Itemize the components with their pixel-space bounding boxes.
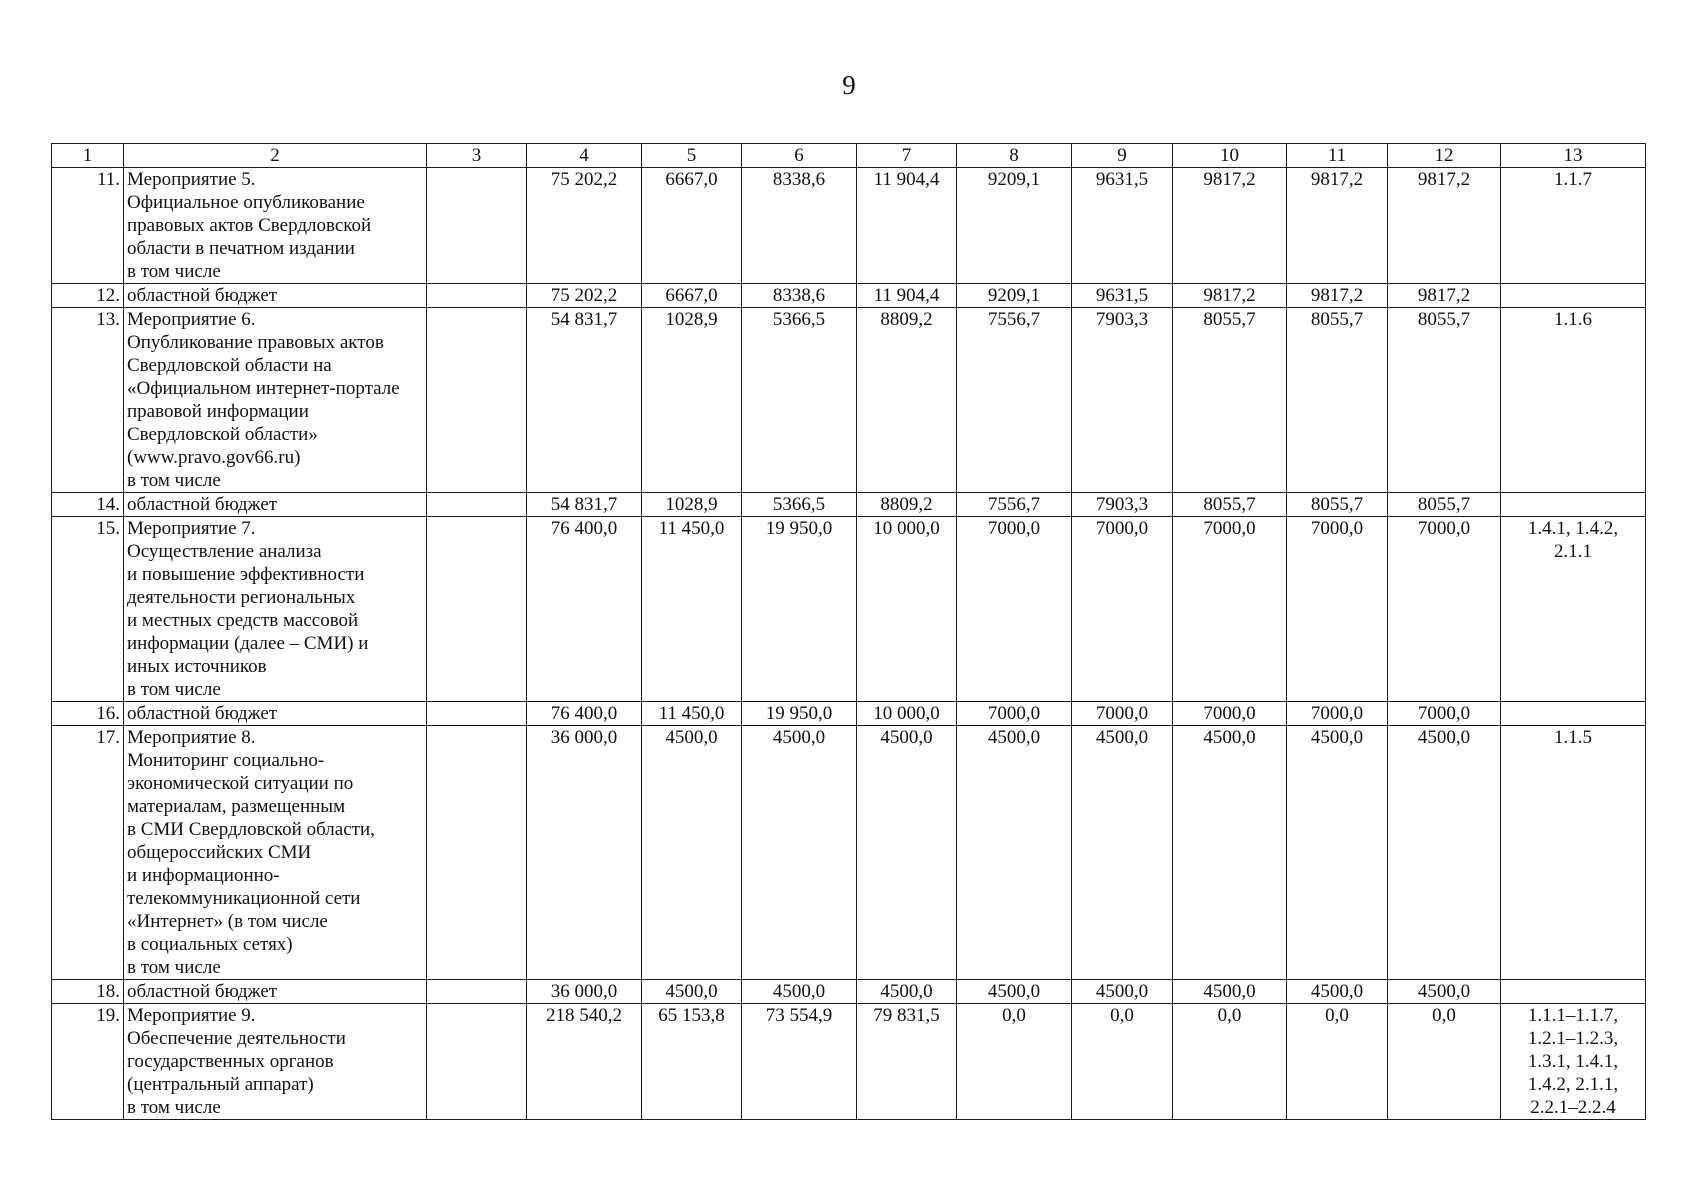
executor-cell (427, 284, 527, 308)
funding-value: 76 400,0 (527, 702, 642, 726)
activity-name-line: Обеспечение деятельности (127, 1028, 346, 1049)
activity-name-line: и информационно- (127, 865, 280, 886)
row-number: 12. (52, 284, 124, 308)
funding-value: 9817,2 (1287, 168, 1388, 284)
funding-value: 6667,0 (642, 284, 742, 308)
column-header: 12 (1388, 144, 1501, 168)
target-indicator-line: 1.4.1, 1.4.2, (1527, 518, 1619, 539)
column-header: 13 (1501, 144, 1646, 168)
funding-value: 7000,0 (1388, 702, 1501, 726)
target-indicator-ref (1501, 702, 1646, 726)
column-header: 9 (1072, 144, 1173, 168)
funding-value: 7000,0 (957, 702, 1072, 726)
funding-value: 4500,0 (742, 980, 857, 1004)
program-table (51, 143, 1646, 1120)
column-header: 6 (742, 144, 857, 168)
funding-value: 0,0 (1287, 1004, 1388, 1120)
funding-value: 8055,7 (1388, 493, 1501, 517)
activity-name-line: экономической ситуации по (127, 773, 354, 794)
funding-value: 54 831,7 (527, 493, 642, 517)
funding-value: 7903,3 (1072, 308, 1173, 493)
activity-name-line: Мероприятие 8. (127, 727, 256, 748)
funding-value: 36 000,0 (527, 726, 642, 980)
funding-value: 54 831,7 (527, 308, 642, 493)
target-indicator-ref (1501, 517, 1646, 702)
activity-name-line: в том числе (127, 1097, 221, 1118)
funding-value: 4500,0 (642, 980, 742, 1004)
activity-name-line: правовой информации (127, 401, 309, 422)
funding-value: 10 000,0 (857, 702, 957, 726)
activity-name-line: в том числе (127, 957, 221, 978)
target-indicator-ref (1501, 1004, 1646, 1120)
funding-value: 73 554,9 (742, 1004, 857, 1120)
column-header: 11 (1287, 144, 1388, 168)
row-number: 17. (52, 726, 124, 980)
funding-value: 0,0 (957, 1004, 1072, 1120)
activity-name-line: (www.pravo.gov66.ru) (127, 447, 301, 468)
row-number: 15. (52, 517, 124, 702)
row-number: 13. (52, 308, 124, 493)
target-indicator-line: 1.3.1, 1.4.1, (1527, 1051, 1619, 1072)
funding-value: 0,0 (1072, 1004, 1173, 1120)
funding-value: 7000,0 (1072, 517, 1173, 702)
funding-value: 9631,5 (1072, 284, 1173, 308)
activity-name-line: информации (далее – СМИ) и (127, 633, 369, 654)
funding-value: 10 000,0 (857, 517, 957, 702)
funding-value: 4500,0 (1388, 980, 1501, 1004)
funding-value: 4500,0 (1287, 726, 1388, 980)
activity-name-line: и повышение эффективности (127, 564, 365, 585)
funding-value: 4500,0 (857, 726, 957, 980)
target-indicator-ref (1501, 284, 1646, 308)
activity-name (124, 168, 427, 284)
funding-value: 9817,2 (1287, 284, 1388, 308)
funding-value: 19 950,0 (742, 517, 857, 702)
activity-name-line: телекоммуникационной сети (127, 888, 361, 909)
activity-name (124, 284, 427, 308)
funding-value: 11 904,4 (857, 284, 957, 308)
executor-cell (427, 493, 527, 517)
row-number: 14. (52, 493, 124, 517)
funding-value: 4500,0 (1173, 726, 1287, 980)
executor-cell (427, 517, 527, 702)
funding-value: 8809,2 (857, 493, 957, 517)
funding-value: 36 000,0 (527, 980, 642, 1004)
column-header: 8 (957, 144, 1072, 168)
funding-value: 4500,0 (857, 980, 957, 1004)
funding-value: 9817,2 (1173, 284, 1287, 308)
activity-name-line: государственных органов (127, 1051, 334, 1072)
activity-name-line: (центральный аппарат) (127, 1074, 314, 1095)
target-indicator-ref (1501, 493, 1646, 517)
activity-name-line: «Интернет» (в том числе (127, 911, 328, 932)
target-indicator-line: 2.1.1 (1554, 541, 1592, 562)
target-indicator-ref (1501, 168, 1646, 284)
column-header: 7 (857, 144, 957, 168)
activity-name-line: «Официальном интернет-портале (127, 378, 400, 399)
funding-value: 7000,0 (1287, 702, 1388, 726)
funding-value: 4500,0 (742, 726, 857, 980)
funding-value: 9817,2 (1388, 284, 1501, 308)
funding-value: 9817,2 (1388, 168, 1501, 284)
activity-name-line: области в печатном издании (127, 238, 355, 259)
table-row (52, 493, 1646, 517)
activity-name-line: Мероприятие 7. (127, 518, 256, 539)
target-indicator-line: 1.4.2, 2.1.1, (1527, 1074, 1619, 1095)
funding-value: 19 950,0 (742, 702, 857, 726)
table-row (52, 284, 1646, 308)
funding-value: 8055,7 (1173, 308, 1287, 493)
funding-value: 7000,0 (1287, 517, 1388, 702)
target-indicator-ref (1501, 980, 1646, 1004)
funding-value: 4500,0 (1388, 726, 1501, 980)
target-indicator-line: 1.2.1–1.2.3, (1527, 1028, 1619, 1049)
funding-value: 8338,6 (742, 284, 857, 308)
target-indicator-ref (1501, 726, 1646, 980)
row-number: 16. (52, 702, 124, 726)
target-indicator-line: 1.1.1–1.1.7, (1527, 1005, 1619, 1026)
activity-name-line: в том числе (127, 261, 221, 282)
funding-value: 8055,7 (1173, 493, 1287, 517)
funding-value: 11 450,0 (642, 702, 742, 726)
activity-name-line: Опубликование правовых актов (127, 332, 384, 353)
funding-value: 11 904,4 (857, 168, 957, 284)
funding-value: 4500,0 (1072, 726, 1173, 980)
funding-value: 6667,0 (642, 168, 742, 284)
activity-name-line: Осуществление анализа (127, 541, 322, 562)
funding-value: 7556,7 (957, 493, 1072, 517)
executor-cell (427, 1004, 527, 1120)
activity-name-line: деятельности региональных (127, 587, 356, 608)
funding-value: 5366,5 (742, 493, 857, 517)
column-header: 3 (427, 144, 527, 168)
target-indicator-line: 1.1.5 (1554, 727, 1592, 748)
funding-value: 9209,1 (957, 284, 1072, 308)
executor-cell (427, 980, 527, 1004)
funding-value: 9631,5 (1072, 168, 1173, 284)
activity-name-line: в том числе (127, 470, 221, 491)
funding-value: 4500,0 (957, 980, 1072, 1004)
activity-name-line: Мероприятие 5. (127, 169, 256, 190)
funding-value: 0,0 (1388, 1004, 1501, 1120)
funding-value: 8809,2 (857, 308, 957, 493)
activity-name-line: общероссийских СМИ (127, 842, 312, 863)
table-row (52, 726, 1646, 980)
funding-value: 4500,0 (1072, 980, 1173, 1004)
funding-value: 4500,0 (642, 726, 742, 980)
activity-name-line: и местных средств массовой (127, 610, 359, 631)
activity-name-line: областной бюджет (127, 494, 278, 515)
column-header: 4 (527, 144, 642, 168)
funding-value: 218 540,2 (527, 1004, 642, 1120)
activity-name (124, 702, 427, 726)
funding-value: 65 153,8 (642, 1004, 742, 1120)
activity-name-line: в том числе (127, 679, 221, 700)
funding-value: 11 450,0 (642, 517, 742, 702)
funding-value: 4500,0 (1287, 980, 1388, 1004)
funding-value: 8055,7 (1287, 493, 1388, 517)
funding-value: 8055,7 (1287, 308, 1388, 493)
table-row (52, 517, 1646, 702)
funding-value: 76 400,0 (527, 517, 642, 702)
funding-value: 7903,3 (1072, 493, 1173, 517)
activity-name (124, 308, 427, 493)
column-header: 10 (1173, 144, 1287, 168)
funding-value: 4500,0 (957, 726, 1072, 980)
funding-value: 7000,0 (1173, 702, 1287, 726)
activity-name (124, 980, 427, 1004)
row-number: 18. (52, 980, 124, 1004)
activity-name-line: Официальное опубликование (127, 192, 365, 213)
executor-cell (427, 308, 527, 493)
activity-name-line: Свердловской области на (127, 355, 332, 376)
activity-name-line: областной бюджет (127, 703, 278, 724)
funding-value: 7000,0 (957, 517, 1072, 702)
activity-name (124, 493, 427, 517)
target-indicator-ref (1501, 308, 1646, 493)
executor-cell (427, 168, 527, 284)
table-row (52, 308, 1646, 493)
funding-value: 1028,9 (642, 493, 742, 517)
table-row (52, 980, 1646, 1004)
target-indicator-line: 1.1.6 (1554, 309, 1592, 330)
activity-name-line: в социальных сетях) (127, 934, 293, 955)
column-header: 5 (642, 144, 742, 168)
row-number: 11. (52, 168, 124, 284)
row-number: 19. (52, 1004, 124, 1120)
activity-name (124, 726, 427, 980)
executor-cell (427, 702, 527, 726)
column-header: 2 (124, 144, 427, 168)
activity-name-line: в СМИ Свердловской области, (127, 819, 375, 840)
funding-value: 75 202,2 (527, 168, 642, 284)
activity-name-line: материалам, размещенным (127, 796, 346, 817)
table-row (52, 168, 1646, 284)
funding-value: 7000,0 (1388, 517, 1501, 702)
funding-value: 0,0 (1173, 1004, 1287, 1120)
activity-name-line: правовых актов Свердловской (127, 215, 372, 236)
funding-value: 1028,9 (642, 308, 742, 493)
funding-value: 9209,1 (957, 168, 1072, 284)
funding-value: 79 831,5 (857, 1004, 957, 1120)
activity-name-line: Мероприятие 9. (127, 1005, 256, 1026)
funding-value: 5366,5 (742, 308, 857, 493)
table-row (52, 702, 1646, 726)
executor-cell (427, 726, 527, 980)
funding-value: 4500,0 (1173, 980, 1287, 1004)
activity-name (124, 1004, 427, 1120)
funding-value: 75 202,2 (527, 284, 642, 308)
activity-name (124, 517, 427, 702)
column-header-row (52, 144, 1646, 168)
funding-value: 8055,7 (1388, 308, 1501, 493)
target-indicator-line: 1.1.7 (1554, 169, 1592, 190)
funding-value: 9817,2 (1173, 168, 1287, 284)
page-number: 9 (842, 70, 856, 100)
funding-value: 7000,0 (1072, 702, 1173, 726)
activity-name-line: Свердловской области» (127, 424, 318, 445)
activity-name-line: Мероприятие 6. (127, 309, 256, 330)
target-indicator-line: 2.2.1–2.2.4 (1530, 1097, 1616, 1118)
funding-value: 7000,0 (1173, 517, 1287, 702)
column-header: 1 (52, 144, 124, 168)
funding-value: 7556,7 (957, 308, 1072, 493)
activity-name-line: иных источников (127, 656, 267, 677)
funding-value: 8338,6 (742, 168, 857, 284)
activity-name-line: областной бюджет (127, 285, 278, 306)
activity-name-line: Мониторинг социально- (127, 750, 325, 771)
table-row (52, 1004, 1646, 1120)
activity-name-line: областной бюджет (127, 981, 278, 1002)
